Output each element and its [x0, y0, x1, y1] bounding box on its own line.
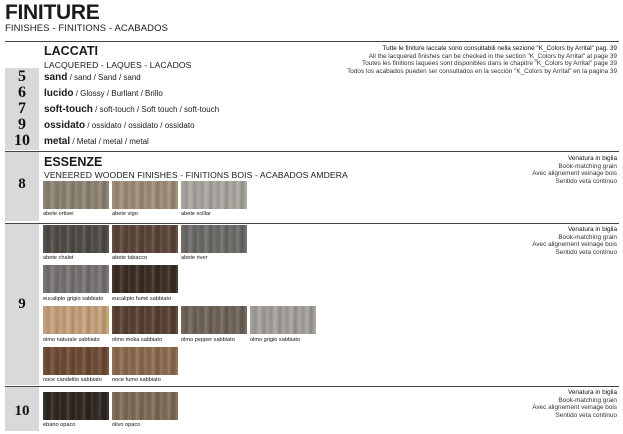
- swatch-label: olivo opaco: [112, 422, 141, 428]
- page-title: FINITURE: [5, 1, 100, 24]
- laccati-number: 6: [18, 84, 26, 101]
- finish-row-lucido: lucido / Glossy / Burllant / Brillo: [44, 88, 163, 99]
- laccati-number: 7: [18, 100, 26, 117]
- group-number: 8: [18, 176, 26, 192]
- group-number-column: [5, 224, 39, 385]
- swatch-label: ebano opaco: [43, 422, 76, 428]
- swatch-label: noce fumo sabbiato: [112, 377, 161, 383]
- swatch-label: noce candelito sabbiato: [43, 377, 102, 383]
- wood-swatch: [181, 225, 247, 253]
- wood-swatch: [112, 265, 178, 293]
- section-divider: [5, 223, 619, 224]
- page-subtitle: FINISHES - FINITIONS - ACABADOS: [5, 23, 169, 34]
- laccati-subheading: LACQUERED - LAQUES - LACADOS: [44, 60, 192, 70]
- swatch-label: abete scillar: [181, 211, 211, 217]
- wood-swatch: [43, 306, 109, 334]
- section-divider: [5, 386, 619, 387]
- laccati-number: 9: [18, 116, 26, 133]
- swatch-label: olmo pepper sabbiato: [181, 337, 235, 343]
- wood-swatch: [250, 306, 316, 334]
- finish-row-sand: sand / sand / Sand / sand: [44, 72, 141, 83]
- wood-swatch: [43, 265, 109, 293]
- swatch-label: abete chalet: [43, 255, 74, 261]
- wood-swatch: [43, 392, 109, 420]
- wood-swatch: [112, 392, 178, 420]
- finish-row-soft-touch: soft-touch / soft-touch / Soft touch / soft-touch: [44, 104, 220, 115]
- wood-swatch: [43, 181, 109, 209]
- section-divider: [5, 151, 619, 152]
- wood-swatch: [181, 306, 247, 334]
- wood-swatch: [112, 347, 178, 375]
- swatch-label: abete river: [181, 255, 208, 261]
- finish-row-ossidato: ossidato / ossidato / ossidato / ossidato: [44, 120, 195, 131]
- grain-note: Venatura in biglia Book-matching grain Avec alignement veinage bois Sentido veta continuo: [532, 155, 617, 185]
- grain-note: Venatura in biglia Book-matching grain Avec alignement veinage bois Sentido veta continuo: [532, 226, 617, 256]
- wood-swatch: [112, 306, 178, 334]
- laccati-heading: LACCATI: [44, 44, 98, 58]
- group-number: 9: [18, 296, 26, 312]
- swatch-label: abete ortisei: [43, 211, 74, 217]
- wood-swatch: [112, 181, 178, 209]
- wood-swatch: [43, 347, 109, 375]
- section-divider: [5, 41, 619, 42]
- swatch-label: eucalipto fumè sabbiato: [112, 296, 172, 302]
- swatch-label: olmo grigio sabbiato: [250, 337, 301, 343]
- wood-swatch: [112, 225, 178, 253]
- wood-swatch: [181, 181, 247, 209]
- laccati-note: Tutte le finiture laccate sono consultabili nella sezione "K_Colors by Arrital" pag. 39 All the lacquered finishes can be checked in the section "K_Colors by Arrital" at page 39 Toutes les finitions laquées sont disponibles dans le chapitre "K_Colors by Arrital" page 39 Todos los acabados pueden ser consultados en la sección "K_Colors by Arrital" en la pagina 39: [347, 45, 617, 75]
- swatch-label: eucalipto grigio sabbiato: [43, 296, 104, 302]
- group-number-column: [5, 387, 39, 431]
- essenze-subheading: VENEERED WOODEN FINISHES - FINITIONS BOIS - ACABADOS AMDERA: [44, 170, 348, 180]
- laccati-number: 10: [14, 132, 30, 149]
- essenze-heading: ESSENZE: [44, 155, 103, 169]
- grain-note: Venatura in biglia Book-matching grain Avec alignement veinage bois Sentido veta continuo: [532, 389, 617, 419]
- group-number: 10: [14, 403, 30, 419]
- swatch-label: abete tabacco: [112, 255, 148, 261]
- laccati-number: 5: [18, 68, 26, 85]
- finish-row-metal: metal / Metal / metal / metal: [44, 136, 149, 147]
- group-number-column: [5, 152, 39, 221]
- wood-swatch: [43, 225, 109, 253]
- swatch-label: olmo naturale sabbiato: [43, 337, 100, 343]
- swatch-label: olmo moka sabbiato: [112, 337, 163, 343]
- laccati-number-column: [5, 68, 39, 150]
- swatch-label: abete vigo: [112, 211, 138, 217]
